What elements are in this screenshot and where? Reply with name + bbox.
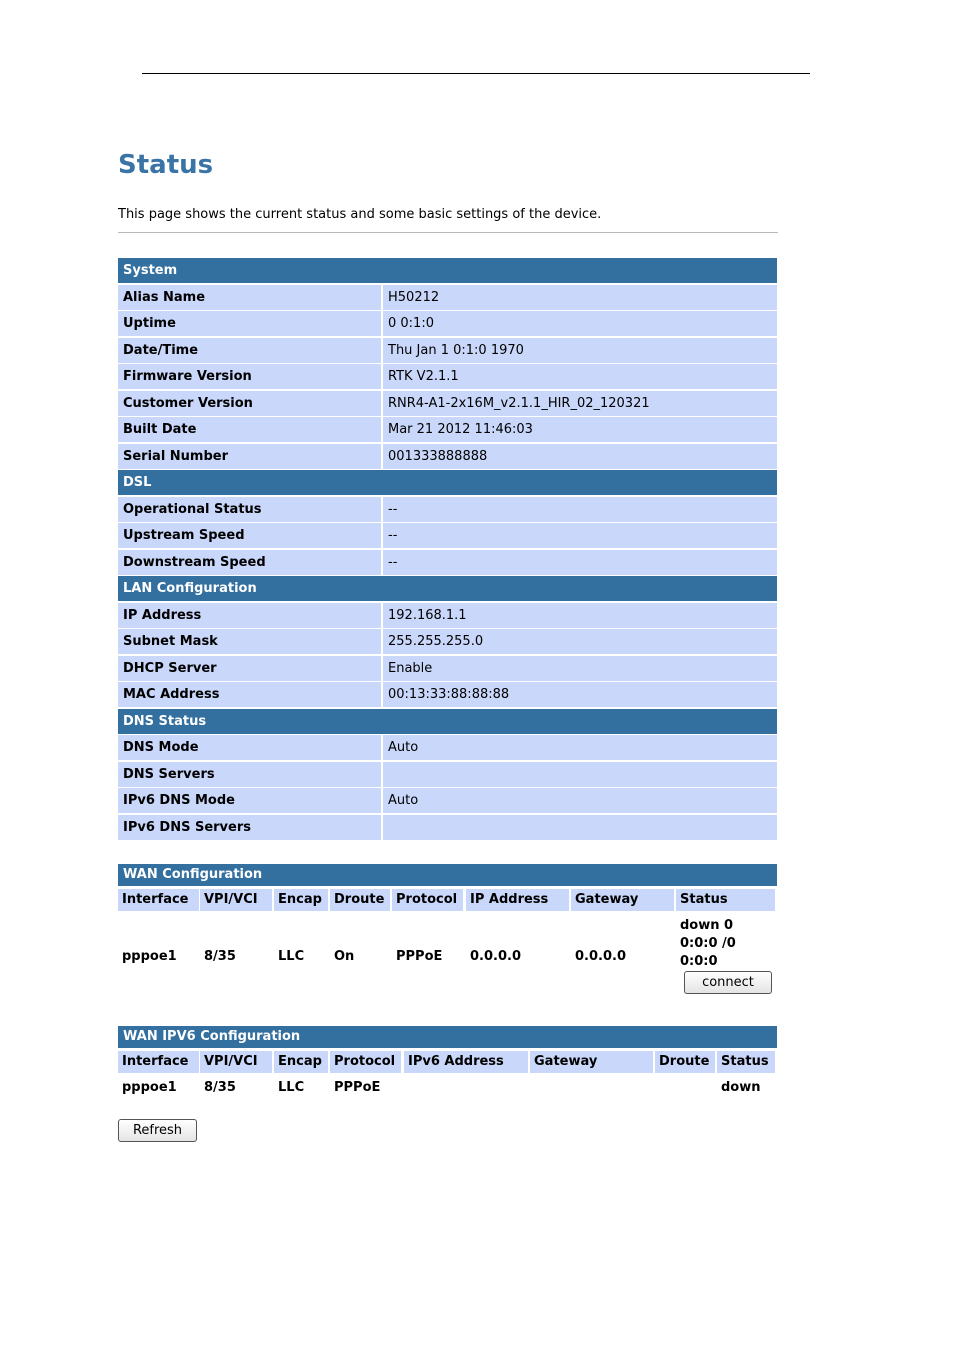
status-row-ip-address: IP Address 192.168.1.1: [118, 603, 777, 630]
status-row-firmware-version: Firmware Version RTK V2.1.1: [118, 364, 777, 391]
wan6-col-status: Status: [717, 1051, 775, 1073]
wan-col-encap: Encap: [274, 889, 328, 911]
wan-interface: pppoe1: [122, 949, 177, 964]
page-title: Status: [118, 150, 214, 180]
wan-ip-address: 0.0.0.0: [470, 949, 521, 964]
status-row-mac-address: MAC Address 00:13:33:88:88:88: [118, 682, 777, 709]
connect-button[interactable]: connect: [684, 971, 772, 994]
wan-status-line: down 0: [680, 918, 734, 933]
status-table: [118, 258, 777, 841]
status-row-alias-name: Alias Name H50212: [118, 285, 777, 312]
wan6-status: down: [721, 1080, 761, 1095]
status-row-dns-mode: DNS Mode Auto: [118, 735, 777, 762]
status-row-dhcp-server: DHCP Server Enable: [118, 656, 777, 683]
status-row-ipv6-dns-servers: IPv6 DNS Servers: [118, 815, 777, 842]
wan-encap: LLC: [278, 949, 305, 964]
status-row-operational-status: Operational Status --: [118, 497, 777, 524]
wan-col-protocol: Protocol: [392, 889, 463, 911]
header-rule: [142, 73, 810, 74]
wan-protocol: PPPoE: [396, 949, 443, 964]
wan6-encap: LLC: [278, 1080, 305, 1095]
refresh-button[interactable]: Refresh: [118, 1119, 197, 1142]
wan-gateway: 0.0.0.0: [575, 949, 626, 964]
status-row-serial-number: Serial Number 001333888888: [118, 444, 777, 471]
status-row-subnet-mask: Subnet Mask 255.255.255.0: [118, 629, 777, 656]
wan6-interface: pppoe1: [122, 1080, 177, 1095]
wan6-col-vpi-vci: VPI/VCI: [200, 1051, 272, 1073]
wan-vpi-vci: 8/35: [204, 949, 236, 964]
wan6-protocol: PPPoE: [334, 1080, 381, 1095]
status-row-downstream-speed: Downstream Speed --: [118, 550, 777, 577]
wan-status-line: 0:0:0 /0: [680, 936, 736, 951]
wan6-col-encap: Encap: [274, 1051, 328, 1073]
section-header-dsl: DSL: [118, 470, 777, 497]
wan-ipv6-config-header: WAN IPV6 Configuration: [118, 1026, 777, 1048]
status-row-dns-servers: DNS Servers: [118, 762, 777, 789]
wan6-vpi-vci: 8/35: [204, 1080, 236, 1095]
wan-col-interface: Interface: [118, 889, 199, 911]
wan-config-header: WAN Configuration: [118, 864, 777, 886]
wan-col-vpi-vci: VPI/VCI: [200, 889, 272, 911]
status-row-ipv6-dns-mode: IPv6 DNS Mode Auto: [118, 788, 777, 815]
section-header-lan: LAN Configuration: [118, 576, 777, 603]
section-header-dns: DNS Status: [118, 709, 777, 736]
wan-col-droute: Droute: [330, 889, 390, 911]
status-row-built-date: Built Date Mar 21 2012 11:46:03: [118, 417, 777, 444]
description-divider: [118, 232, 778, 233]
status-row-uptime: Uptime 0 0:1:0: [118, 311, 777, 338]
status-row-upstream-speed: Upstream Speed --: [118, 523, 777, 550]
status-row-customer-version: Customer Version RNR4-A1-2x16M_v2.1.1_HIR_02_120321: [118, 391, 777, 418]
wan6-col-gateway: Gateway: [530, 1051, 653, 1073]
wan6-col-ipv6-address: IPv6 Address: [404, 1051, 528, 1073]
status-row-date-time: Date/Time Thu Jan 1 0:1:0 1970: [118, 338, 777, 365]
wan-droute: On: [334, 949, 355, 964]
wan-col-gateway: Gateway: [571, 889, 674, 911]
wan-status-line: 0:0:0: [680, 954, 718, 969]
wan-col-status: Status: [676, 889, 775, 911]
wan-col-ip-address: IP Address: [466, 889, 569, 911]
wan6-col-droute: Droute: [655, 1051, 715, 1073]
page-description: This page shows the current status and some basic settings of the device.: [118, 207, 602, 222]
section-header-system: System: [118, 258, 777, 285]
wan6-col-protocol: Protocol: [330, 1051, 401, 1073]
wan6-col-interface: Interface: [118, 1051, 199, 1073]
